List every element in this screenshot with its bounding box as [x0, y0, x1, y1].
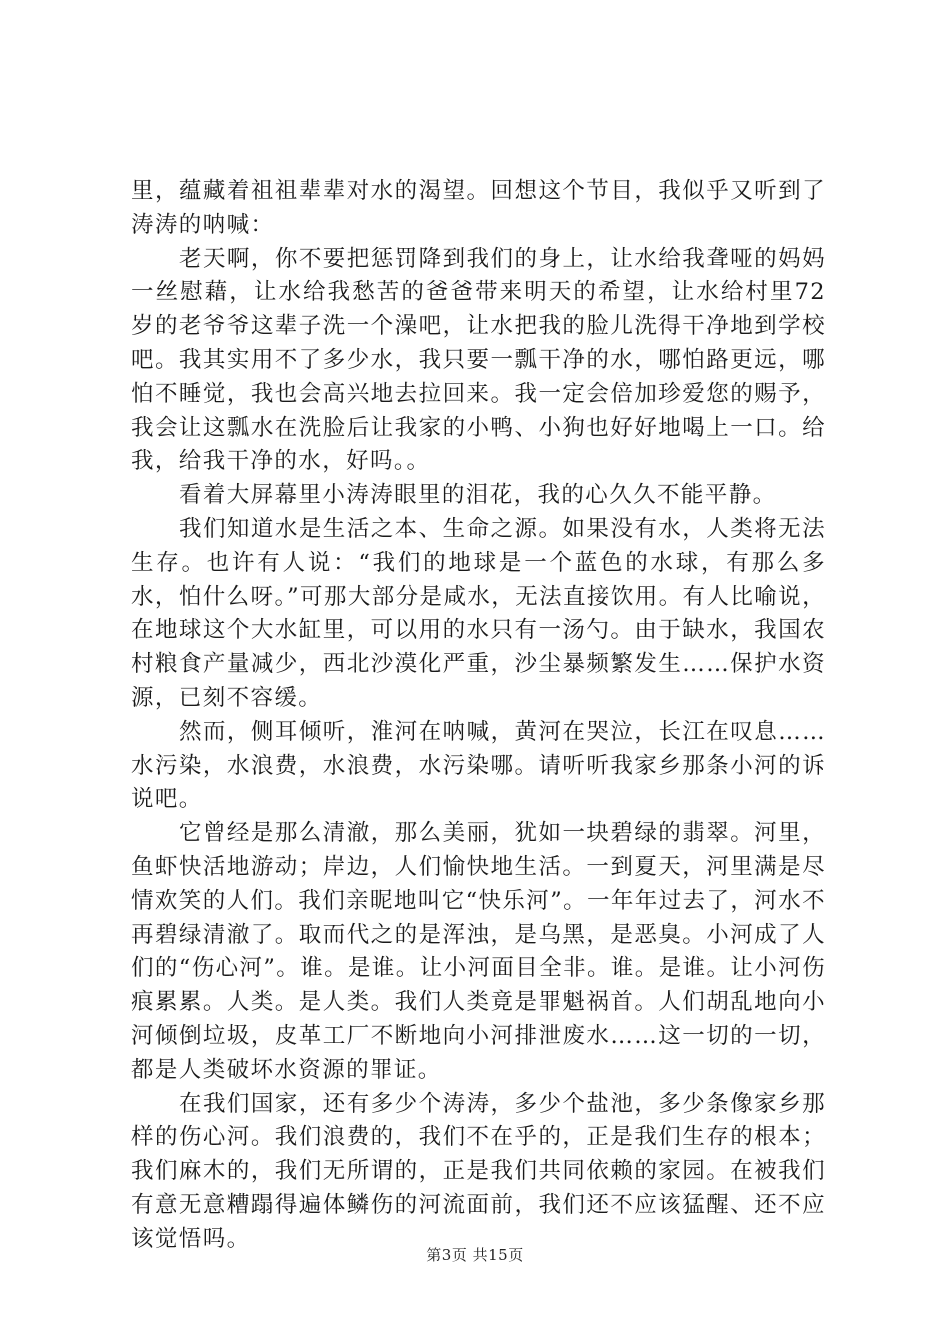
paragraph-3: 看着大屏幕里小涛涛眼里的泪花，我的心久久不能平静。: [179, 482, 777, 509]
paragraph-5: 然而，侧耳倾听，淮河在呐喊，黄河在哭泣，长江在叹息……水污染，水浪费，水浪费，水污染哪。请听听我家乡那条小河的诉说吧。: [131, 718, 826, 813]
paragraph-1: 里，蕴藏着祖祖辈辈对水的渴望。回想这个节目，我似乎又听到了涛涛的呐喊：: [131, 178, 826, 238]
paragraph-7: 在我们国家，还有多少个涛涛，多少个盐池，多少条像家乡那样的伤心河。我们浪费的，我们不在乎的，正是我们生存的根本；我们麻木的，我们无所谓的，正是我们共同依赖的家园。在被我们有意无意糟蹋得遍体鳞伤的河流面前，我们还不应该猛醒、还不应该觉悟吗。: [131, 1090, 826, 1252]
page-number-footer: 第3页 共15页: [426, 1246, 524, 1264]
paragraph-2: 老天啊，你不要把惩罚降到我们的身上，让水给我聋哑的妈妈一丝慰藉，让水给我愁苦的爸爸带来明天的希望，让水给村里72岁的老爷爷这辈子洗一个澡吧，让水把我的脸儿洗得干净地到学校吧。我其实用不了多少水，我只要一瓢干净的水，哪怕路更远，哪怕不睡觉，我也会高兴地去拉回来。我一定会倍加珍爱您的赐予，我会让这瓢水在洗脸后让我家的小鸭、小狗也好好地喝上一口。给我，给我干净的水，好吗。。: [131, 245, 826, 475]
document-body: [131, 175, 826, 1257]
paragraph-4: 我们知道水是生活之本、生命之源。如果没有水，人类将无法生存。也许有人说：“我们的地球是一个蓝色的水球，有那么多水，怕什么呀。”可那大部分是咸水，无法直接饮用。有人比喻说，在地球这个大水缸里，可以用的水只有一汤勺。由于缺水，我国农村粮食产量减少，西北沙漠化严重，沙尘暴频繁发生……保护水资源，已刻不容缓。: [131, 515, 826, 711]
paragraph-6: 它曾经是那么清澈，那么美丽，犹如一块碧绿的翡翠。河里，鱼虾快活地游动；岸边，人们愉快地生活。一到夏天，河里满是尽情欢笑的人们。我们亲昵地叫它“快乐河”。一年年过去了，河水不再碧绿清澈了。取而代之的是浑浊，是乌黑，是恶臭。小河成了人们的“伤心河”。谁。是谁。让小河面目全非。谁。是谁。让小河伤痕累累。人类。是人类。我们人类竟是罪魁祸首。人们胡乱地向小河倾倒垃圾，皮革工厂不断地向小河排泄废水……这一切的一切，都是人类破坏水资源的罪证。: [131, 820, 827, 1083]
